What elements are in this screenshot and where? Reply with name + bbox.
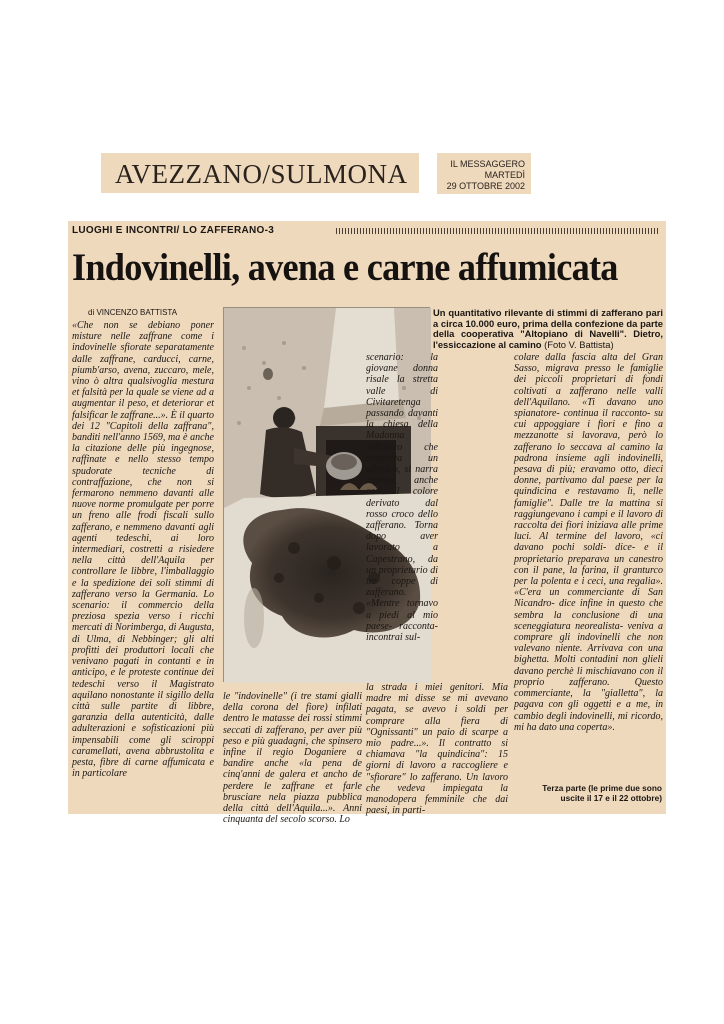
photo-caption xyxy=(433,308,663,350)
article-headline: Indovinelli, avena e carne affumicata xyxy=(72,246,618,289)
weekday: MARTEDÌ xyxy=(484,170,525,180)
article-kicker: LUOGHI E INCONTRI/ LO ZAFFERANO-3 xyxy=(72,225,275,236)
newspaper-name: IL MESSAGGERO xyxy=(450,159,525,169)
byline: di VINCENZO BATTISTA xyxy=(88,308,178,317)
series-note: Terza parte (le prime due sono uscite il 17 e il 22 ottobre) xyxy=(542,783,662,803)
photo-credit: (Foto V. Battista) xyxy=(544,338,614,350)
column-3-text: scenario: la giovane donna risale la stretta valle di Civitaretenga passando davanti la chiesa della Madonna dell'Arco che conserva un affresco, si narra dipinto, anche con il colore derivato dal rosso croco dello zafferano. Torna dopo aver lavorato a Capestrano, da un proprietario di tre coppe di zafferano. «Mentre tornavo a piedi al mio paese- racconta- incontrai sul- xyxy=(366,352,438,644)
article-column-4 xyxy=(366,682,508,817)
column-4-text: la strada i miei genitori. Mia madre mi disse se mi avevano pagata, se avevo i soldi per comprare alla fiera di "Ognissanti" un paio di scarpe a mio padre...». Il contratto si chiamava "la quindicina": 15 giorni di lavoro a raccogliere e "sfiorare" lo zafferano. Un lavoro che vedeva impiegata la manodopera femminile che dai paesi, in parti- xyxy=(366,682,508,817)
section-title: AVEZZANO/SULMONA xyxy=(115,159,408,189)
article-column-2 xyxy=(223,691,362,826)
article-column-1 xyxy=(72,320,214,810)
caption-text: Un quantitativo rilevante di stimmi di zafferano pari a circa 10.000 euro, prima della confezione da parte della cooperativa "Altopiano di Navelli". Dietro, l'essiccazione al camino xyxy=(433,307,663,350)
article-clipping xyxy=(68,221,666,826)
section-header-clipping xyxy=(101,153,419,193)
column-2-text: le "indovinelle" (i tre stami gialli della corona del fiore) infilati dentro le matasse dei rossi stimmi seccati di zafferano, per aver più peso e più guadagni, che spinsero infine il regio Doganiere a bandire anche «la pena de cinq'anni de galera et ancho de perdere le zaffrane et farle brusciare nela piazza pubblica della città dell'Aquila...». Anni cinquanta del secolo scorso. Lo xyxy=(223,691,362,826)
article-column-3 xyxy=(366,352,438,682)
column-5-text: colare dalla fascia alta del Gran Sasso, migrava presso le famiglie dei piccoli proprietari di fondi coltivati a zafferano nelle valli dell'Aquilano. «Ti davano uno spianatore- continua il racconto- su cui appoggiare i fiori e fino a mezzanotte si lavorava, però lo zafferano lo seccava al camino la padrona insieme agli indovinelli, pesava di più; eravamo otto, dieci donne, partivamo dal paese per la quindicina e restavamo lì, nelle famiglie". Dalle tre la mattina si raggiungevano i campi e il lavoro di raccolta dei fiori iniziava alle prime luci. Al termine del lavoro, «ci davano pochi soldi- dice- e il proprietario preparava un canestro con il pane, la farina, il granturco per la polenta e i ceci, una regalia». «C'era un commerciante di San Nicandro- dice infine in questo che sembra la conclusione di una sceneggiatura neorealista- veniva a comprare gli indovinelli che non valevano niente. Arrivava con una bighetta. Molti contadini non glieli davano perchè li mischiavano con il proprio zafferano. Questo commerciante, la "gialletta", la pagava con gli oggetti e a me, in cambio degli indovinelli, mi ricordo, mi ha dato una coperta». xyxy=(514,352,663,733)
date-clipping xyxy=(437,153,531,194)
publication-date: 29 OTTOBRE 2002 xyxy=(446,181,525,191)
column-1-text: «Che non se debiano poner misture nelle zaffrane come i indovinelle sfiorate separatamente dalle zaffrane, carducci, carne, piumb'arso, avena, zuccaro, mele, vino ò altra qualsivoglia mestura et falsità per la quale se viene ad a augmentar il peso, et deteriorar et falsificar le zaffrane...». È il quarto dei 12 "Capitoli della zaffrana", banditi nell'anno 1569, ma è anche la citazione delle più ingegnose, raffinate e nello stesso tempo spudorate tecniche di contraffazione, che non si fermarono nemmeno davanti alle nuove norme promulgate per porre un freno alle frodi fiscali sullo zafferano, e nemmeno davanti agli agenti tedeschi, ai loro intermediari, costretti a risiedere nella città dell'Aquila per controllare le libbre, l'imballaggio e la spedizione dei soli stimmi di zafferano verso la Germania. Lo scenario: il commercio della preziosa spezia verso i ricchi mercati di Norimberga, di Augusta, di Ulma, di Nebbinger; gli alti profitti dei produttori locali che venivano pagati in contanti e in anticipo, e le proteste continue dei tedeschi verso il Magistrato aquilano nonostante il sigillo della città sulle partite di libbre, garanzia della autenticità, dalle adulterazioni e sofisticazioni più impensabili come gli sciroppi caramellati, avena abbrustolita e pesta, fibre di carne affumicata e in particolare xyxy=(72,320,214,780)
kicker-row xyxy=(68,225,666,237)
article-column-5 xyxy=(514,352,663,737)
kicker-rule xyxy=(336,228,660,234)
